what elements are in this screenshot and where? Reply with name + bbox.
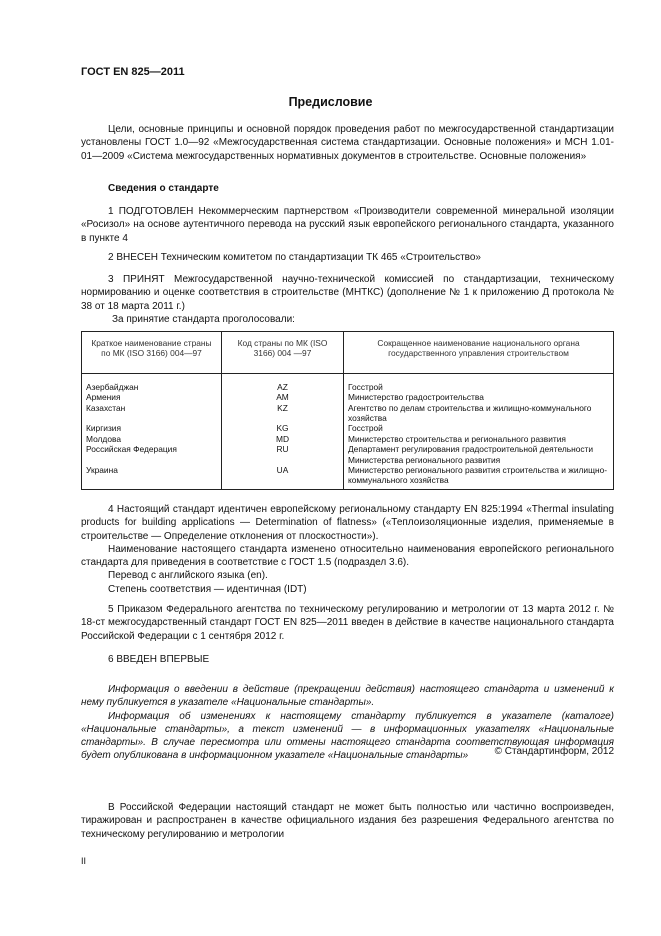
- page-number: II: [81, 856, 87, 866]
- page-title: Предисловие: [288, 95, 373, 109]
- item-6: [81, 653, 614, 666]
- notice-paragraph-2: Информация об изменениях к настоящему стандарту публикуется в указателе (каталоге) «Национальные стандарты», а текст изменений — в информационных указателях «Национальные стандарты». В случае пересмотра или отмены настоящего стандарта соответствующая информация будет опубликована в информационном указателе «Национальные стандарты»: [81, 710, 614, 762]
- item-4-name-note: Наименование настоящего стандарта изменено относительно наименования европейского регионального стандарта для приведения в соответствие с ГОСТ 1.5 (подраздел 3.6).: [81, 543, 614, 569]
- item-2: [81, 251, 614, 264]
- table-row: [82, 392, 614, 402]
- country-cell: Казахстан: [82, 403, 222, 424]
- item-6-text: 6 ВВЕДЕН ВПЕРВЫЕ: [108, 654, 210, 665]
- body-cell: Госстрой: [344, 373, 614, 392]
- info-section: [81, 182, 614, 195]
- copyright-line: © Стандартинформ, 2012: [494, 746, 614, 757]
- rights-paragraph: В Российской Федерации настоящий стандарт не может быть полностью или частично воспроизведен, тиражирован и распространен в качестве официального издания без разрешения Федерального агентства по техническому регулированию и метрологии: [81, 802, 614, 840]
- body-cell: Госстрой: [344, 423, 614, 433]
- body-cell: Министерство градостроительства: [344, 392, 614, 402]
- item-4-translation: Перевод с английского языка (en).: [108, 570, 268, 582]
- table-row: [82, 403, 614, 424]
- item-1-text: 1 ПОДГОТОВЛЕН Некоммерческим партнерством «Производители современной минеральной изоляции «Росизол» на основе аутентичного перевода на русский язык европейского регионального стандарта, указанного в пункте 4: [81, 206, 614, 244]
- code-cell: KG: [222, 423, 344, 433]
- rights-section: [81, 801, 614, 841]
- column-header-country: Краткое наименование страны по МК (ISO 3166) 004—97: [82, 332, 222, 374]
- code-cell: UA: [222, 465, 344, 489]
- table-row: [82, 423, 614, 433]
- intro-paragraph: Цели, основные принципы и основной порядок проведения работ по межгосударственной стандартизации установлены ГОСТ 1.0—92 «Межгосударственная система стандартизации. Основные положения» и МСН 1.01-01—2009 «Система межгосударственных нормативных документов в строительстве. Основные положения»: [81, 124, 614, 162]
- intro-section: [81, 123, 614, 163]
- table-header-row: [82, 332, 614, 374]
- item-4-text: 4 Настоящий стандарт идентичен европейскому региональному стандарту EN 825:1994 «Thermal insulating products for building applications — Determination of flatness» («Теплоизоляционные изделия, применяемые в строительстве — Определение отклонения от плоскостности»).: [81, 504, 614, 542]
- code-cell: KZ: [222, 403, 344, 424]
- country-cell: Киргизия: [82, 423, 222, 433]
- code-cell: MD: [222, 434, 344, 444]
- item-5: [81, 603, 614, 643]
- code-cell: AZ: [222, 373, 344, 392]
- item-3: [81, 273, 614, 313]
- table-row: [82, 434, 614, 444]
- item-4-degree: Степень соответствия — идентичная (IDT): [108, 583, 307, 595]
- info-heading: Сведения о стандарте: [108, 183, 219, 194]
- country-cell: Азербайджан: [82, 373, 222, 392]
- voting-table: [81, 331, 614, 490]
- vote-line: За принятие стандарта проголосовали:: [112, 314, 295, 325]
- body-cell: Агентство по делам строительства и жилищно-коммунального хозяйства: [344, 403, 614, 424]
- vote-section: [81, 313, 614, 326]
- notice-paragraph-1: Информация о введении в действие (прекращении действия) настоящего стандарта и изменений к нему публикуется в указателе «Национальные стандарты».: [81, 684, 614, 709]
- table-row: [82, 465, 614, 489]
- country-cell: Молдова: [82, 434, 222, 444]
- table-row: [82, 373, 614, 392]
- item-3-text: 3 ПРИНЯТ Межгосударственной научно-технической комиссией по стандартизации, техническому нормированию и оценке соответствия в строительстве (МНТКС) (дополнение № 1 к приложению Д протокола № 38 от 18 марта 2011 г.): [81, 274, 614, 312]
- column-header-body: Сокращенное наименование национального органа государственного управления строительством: [344, 332, 614, 374]
- document-header: ГОСТ EN 825—2011: [81, 66, 185, 78]
- column-header-code: Код страны по МК (ISO 3166) 004 —97: [222, 332, 344, 374]
- country-cell: Украина: [82, 465, 222, 489]
- body-cell: Министерство строительства и регионального развития: [344, 434, 614, 444]
- code-cell: AM: [222, 392, 344, 402]
- body-cell: Департамент регулирования градостроительной деятельности Министерства регионального развития: [344, 444, 614, 465]
- body-cell: Министерство регионального развития строительства и жилищно-коммунального хозяйства: [344, 465, 614, 489]
- item-1: [81, 205, 614, 245]
- item-2-text: 2 ВНЕСЕН Техническим комитетом по стандартизации ТК 465 «Строительство»: [108, 252, 481, 263]
- country-cell: Российская Федерация: [82, 444, 222, 465]
- item-5-text: 5 Приказом Федерального агентства по техническому регулированию и метрологии от 13 марта 2012 г. № 18-ст межгосударственный стандарт ГОСТ EN 825—2011 введен в действие в качестве национального стандарта Российской Федерации с 1 сентября 2012 г.: [81, 604, 614, 642]
- table-row: [82, 444, 614, 465]
- item-4: [81, 503, 614, 596]
- country-cell: Армения: [82, 392, 222, 402]
- code-cell: RU: [222, 444, 344, 465]
